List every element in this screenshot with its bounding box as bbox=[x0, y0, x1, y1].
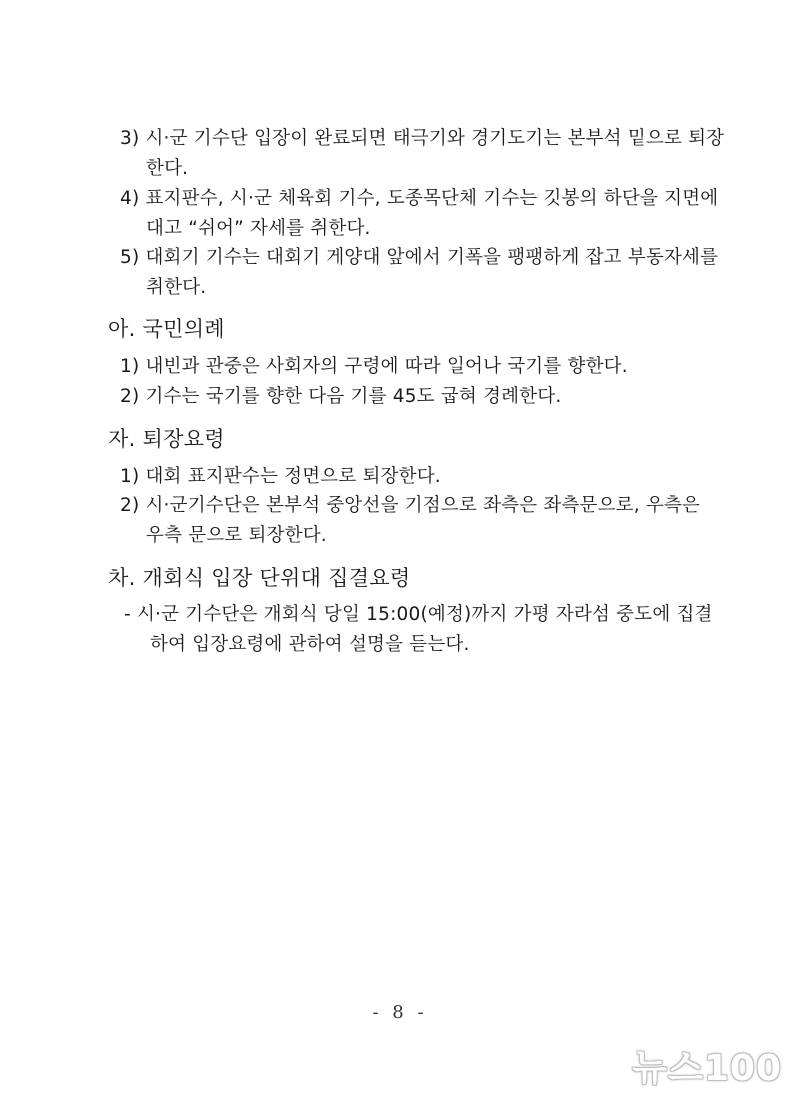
list-item bbox=[120, 462, 726, 492]
list-item bbox=[124, 600, 730, 660]
watermark-logo: 뉴스100 bbox=[632, 1048, 782, 1089]
item-4-line2: 대고 “쉬어” 자세를 취한다. bbox=[146, 218, 371, 239]
item-4-line1: 4) 표지판수, 시·군 체육회 기수, 도종목단체 기수는 깃봉의 하단을 지면에 bbox=[120, 188, 719, 209]
ja-item-2-line1: 2) 시·군기수단은 본부석 중앙선을 기점으로 좌측은 좌측문으로, 우측은 bbox=[120, 495, 701, 516]
ah-item-2: 2) 기수는 국기를 향한 다음 기를 45도 굽혀 경례한다. bbox=[120, 386, 562, 407]
list-item bbox=[120, 124, 726, 184]
page-number: - 8 - bbox=[372, 1002, 428, 1023]
cha-item-line2: 하여 입장요령에 관하여 설명을 듣는다. bbox=[150, 634, 470, 655]
list-item bbox=[120, 491, 726, 551]
list-item bbox=[120, 382, 726, 412]
section-heading-ja: 자. 퇴장요령 bbox=[108, 427, 225, 451]
list-item bbox=[120, 352, 726, 382]
section-heading-ah: 아. 국민의례 bbox=[108, 317, 225, 341]
ah-item-1: 1) 내빈과 관중은 사회자의 구령에 따라 일어나 국기를 향한다. bbox=[120, 356, 628, 377]
ja-item-2-line2: 우측 문으로 퇴장한다. bbox=[146, 525, 327, 546]
cha-item-line1: - 시·군 기수단은 개회식 당일 15:00(예정)까지 가평 자라섬 중도에 집결 bbox=[124, 604, 713, 625]
list-item bbox=[120, 243, 726, 303]
item-3-line1: 3) 시·군 기수단 입장이 완료되면 태극기와 경기도기는 본부석 밑으로 퇴장 bbox=[120, 128, 725, 149]
list-item bbox=[120, 184, 726, 244]
ja-item-1: 1) 대회 표지판수는 정면으로 퇴장한다. bbox=[120, 466, 441, 487]
item-5-line2: 취한다. bbox=[146, 277, 207, 298]
item-5-line1: 5) 대회기 기수는 대회기 게양대 앞에서 기폭을 팽팽하게 잡고 부동자세를 bbox=[120, 247, 719, 268]
section-heading-cha: 차. 개회식 입장 단위대 집결요령 bbox=[108, 566, 411, 590]
item-3-line2: 한다. bbox=[146, 158, 189, 179]
